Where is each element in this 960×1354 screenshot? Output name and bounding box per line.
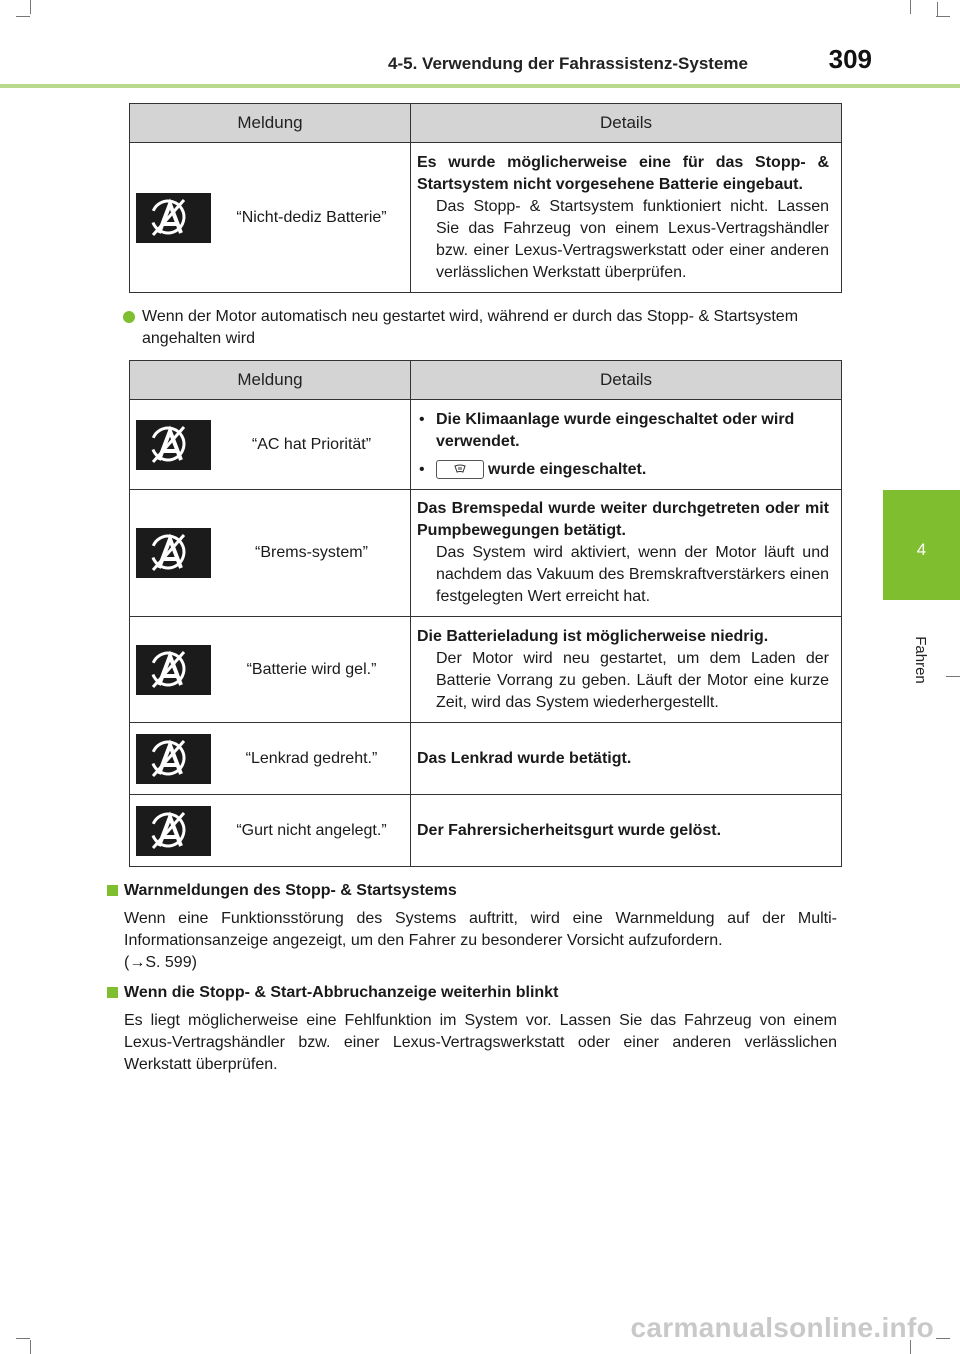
header-rule — [0, 84, 960, 88]
detail-title: Das Bremspedal wurde weiter durchgetreten oder mit Pumpbewegungen betätigt. — [417, 500, 829, 539]
crop-mark — [936, 1338, 950, 1339]
column-header-details: Details — [411, 361, 842, 400]
crop-mark — [946, 676, 960, 677]
detail-body: Der Motor wird neu gestartet, um dem Laden der Batterie Vorrang zu geben. Läuft der Motor eine kurze Zeit, wird das System wiederhergestellt. — [436, 649, 829, 711]
watermark: carmanualsonline.info — [630, 1312, 934, 1343]
table-row — [130, 617, 842, 723]
crop-mark — [30, 1340, 31, 1354]
square-bullet-icon — [107, 987, 118, 998]
crop-mark — [16, 1338, 30, 1339]
detail-title: Es wurde möglicherweise eine für das Stopp- & Startsystem nicht vorgesehene Batterie eingebaut. — [417, 153, 829, 193]
section-body: Es liegt möglicherweise eine Fehlfunktion im System vor. Lassen Sie das Fahrzeug von einem Lexus-Vertragshändler bzw. einer Lexus-Vertragswerkstatt oder einer anderen verlässlichen Werkstatt überprüfen. — [124, 1012, 837, 1073]
section-indicator-blinking — [107, 982, 837, 1076]
detail-body: Das Stopp- & Startsystem funktioniert nicht. Lassen Sie das Fahrzeug von einem Lexus-Vertragshändler bzw. einer Lexus-Vertragswerkstatt oder einer anderen verlässlichen Werkstatt überprüfen. — [436, 197, 829, 281]
intro-text: Wenn der Motor automatisch neu gestartet wird, während er durch das Stopp- & Startsystem angehalten wird — [142, 308, 799, 347]
message-table-1 — [129, 103, 842, 293]
section-body: Wenn eine Funktionsstörung des Systems auftritt, wird eine Warnmeldung auf der Multi-Informationsanzeige angezeigt, um den Fahrer zu besonderer Vorsicht aufzufordern. (→S. 599) — [124, 910, 837, 971]
section-warnings — [107, 880, 837, 974]
square-bullet-icon — [107, 885, 118, 896]
message-table-2 — [129, 360, 842, 867]
detail-title: Die Batterieladung ist möglicherweise niedrig. — [417, 627, 769, 645]
bullet-text: wurde eingeschaltet. — [488, 460, 647, 478]
section-title: 4-5. Verwendung der Fahrassistenz-Systeme — [388, 54, 748, 73]
stop-start-deactivated-icon — [136, 645, 211, 695]
message-text: “Batterie wird gel.” — [246, 660, 377, 678]
bullet-text: Die Klimaanlage wurde eingeschaltet oder wird verwendet. — [436, 410, 795, 450]
message-text: “Lenkrad gedreht.” — [245, 749, 378, 767]
page-number: 309 — [828, 44, 872, 74]
detail-bullet — [417, 409, 829, 453]
bullet-dot-icon — [123, 311, 135, 323]
table-row — [130, 400, 842, 490]
chapter-tab[interactable] — [883, 490, 960, 600]
stop-start-deactivated-icon — [136, 806, 211, 856]
column-header-message: Meldung — [130, 361, 411, 400]
table-row — [130, 143, 842, 293]
message-text: “Brems-system” — [255, 544, 368, 561]
message-text: “Nicht-dediz Batterie” — [236, 208, 387, 226]
section-heading: Wenn die Stopp- & Start-Abbruchanzeige weiterhin blinkt — [107, 982, 837, 1004]
stop-start-deactivated-icon — [136, 734, 211, 784]
column-header-details: Details — [411, 104, 842, 143]
stop-start-deactivated-icon — [136, 528, 211, 578]
windshield-defroster-icon — [436, 460, 484, 479]
detail-bullets — [417, 409, 829, 481]
table-row — [130, 723, 842, 795]
message-text: “AC hat Priorität” — [251, 435, 372, 453]
chapter-number: 4 — [916, 540, 927, 559]
table-row — [130, 490, 842, 617]
section-heading: Warnmeldungen des Stopp- & Startsystems — [107, 880, 837, 902]
intro-bullet — [123, 306, 843, 350]
stop-start-deactivated-icon — [136, 420, 211, 470]
detail-bullet — [417, 459, 829, 481]
page-header — [0, 0, 960, 86]
chapter-label: Fahren — [912, 636, 929, 684]
message-text: “Gurt nicht angelegt.” — [236, 821, 387, 839]
detail-title: Das Lenkrad wurde betätigt. — [417, 749, 632, 767]
column-header-message: Meldung — [130, 104, 411, 143]
table-row — [130, 795, 842, 867]
detail-body: Das System wird aktiviert, wenn der Motor läuft und nachdem das Vakuum des Bremskraftverstärkers einen festgelegten Wert erreicht hat. — [436, 544, 829, 605]
stop-start-deactivated-icon — [136, 193, 211, 243]
detail-title: Der Fahrersicherheitsgurt wurde gelöst. — [417, 821, 722, 839]
page-reference-link[interactable]: (→S. 599) — [124, 954, 197, 971]
